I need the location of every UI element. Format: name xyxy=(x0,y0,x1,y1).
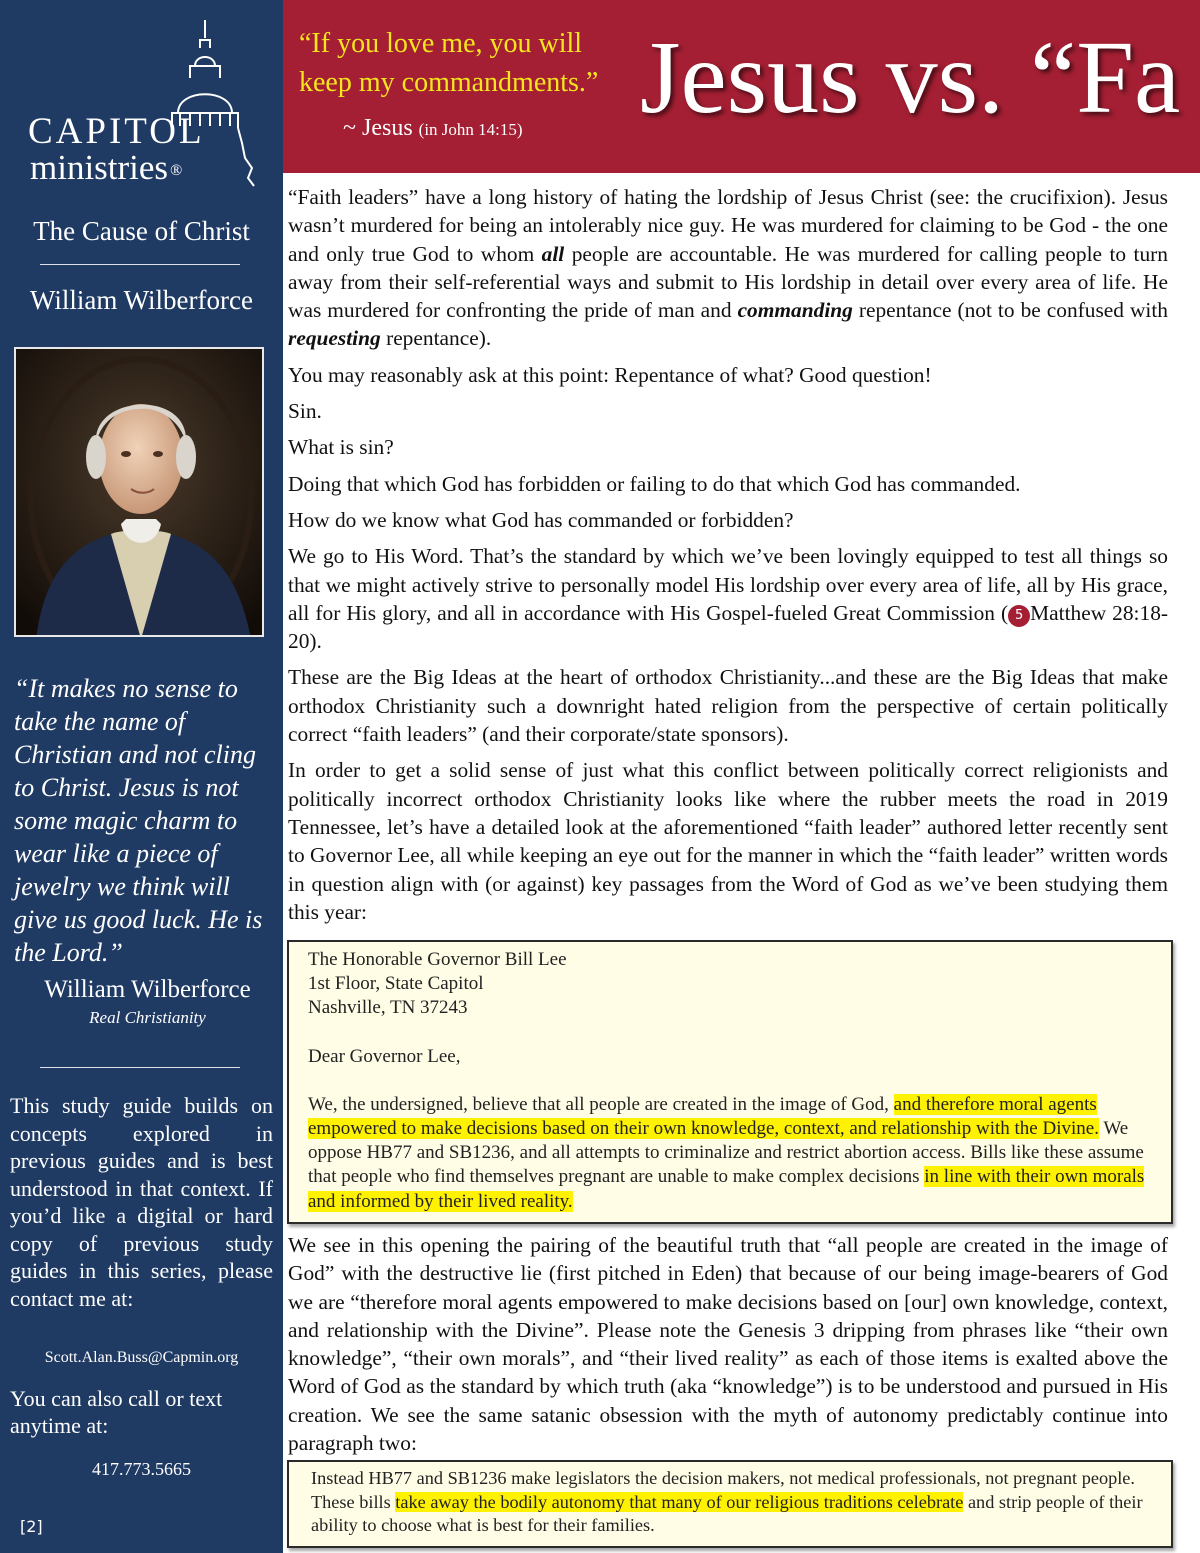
paragraph: These are the Big Ideas at the heart of orthodox Christianity...and these are the Big Ideas that make orthodox Christianity such a downright hated religion from the perspective of certain politically correct “faith leaders” (and their corporate/state sponsors). xyxy=(288,665,1168,747)
logo-ministries-text: ministries ® xyxy=(30,148,183,187)
paragraph: We see in this opening the pairing of the beautiful truth that “all people are created in the image of God” with the destructive lie (first pitched in Eden) that because of our being image-bearers of God we are “therefore moral agents empowered to make decisions based on [our] own knowledge, context, and relationship with the Divine”. Please note the Genesis 3 dripping from phrases like “their own knowledge”, “their own morals”, and “their lived reality” as each of those items is exalted above the Word of God as the standard by which truth (aka “knowledge”) is to be understood and pursued in His creation. We see the same satanic obsession with the myth of autonomy predictably continue into paragraph two: xyxy=(288,1233,1168,1456)
paragraph: Sin. xyxy=(288,399,322,424)
quote-author: William Wilberforce xyxy=(44,976,251,1003)
letter-address-line: The Honorable Governor Bill Lee xyxy=(308,949,567,970)
paragraph: We go to His Word. That’s the standard by which we’ve been lovingly equipped to test all things so that we might actively strive to personally model His lordship over every area of life, all by His grace, all for His glory, and all in accordance with His Gospel-fueled Great Commission ( 5 Matthew 28:18-20). xyxy=(288,544,1169,654)
header-quote-attribution: ~ Jesus (in John 14:15) xyxy=(343,115,523,141)
highlighted-text: in line with their own morals and informed by their lived reality. xyxy=(308,1166,1145,1212)
paragraph: What is sin? xyxy=(288,435,394,460)
contact-phone[interactable]: 417.773.5665 xyxy=(92,1459,191,1479)
article-body xyxy=(288,183,1168,934)
call-note: You can also call or text anytime at: xyxy=(10,1386,223,1438)
letter-address-line: 1st Floor, State Capitol xyxy=(308,973,484,995)
paragraph: “Faith leaders” have a long history of hating the lordship of Jesus Christ (see: the crucifixion). Jesus wasn’t murdered for being an intolerably nice guy. He was murdered for claiming to be God - the one and only true God to whom all people are accountable. He was murdered for calling people to turn away from their self-referential ways and submit to His lordship in detail over every area of life. He was murdered for confronting the pride of man and commanding repentance (not to be confused with requesting repentance). xyxy=(288,185,1168,351)
contact-email[interactable]: Scott.Alan.Buss@Capmin.org xyxy=(44,1349,239,1366)
wilberforce-quote: “It makes no sense to take the name of Christian and not cling to Christ. Jesus is not some magic charm to wear like a piece of jewelry we think will give us good luck. He is the Lord.” xyxy=(14,674,263,967)
letter-address-line: Nashville, TN 37243 xyxy=(308,997,468,1019)
divider xyxy=(40,1067,240,1068)
paragraph: In order to get a solid sense of just what this conflict between politically correct religionists and politically incorrect orthodox Christianity looks like where the rubber meets the road in 2019 Tennessee, let’s have a detailed look at the aforementioned “faith leader” authored letter recently sent to Governor Lee, all while keeping an eye out for the manner in which the “faith leader” written words in question align with (or against) key passages from the Word of God as we’ve been studying them this year: xyxy=(288,758,1168,924)
letter-excerpt-2 xyxy=(287,1460,1173,1548)
paragraph: You may reasonably ask at this point: Repentance of what? Good question! xyxy=(288,362,932,387)
study-guide-note: This study guide builds on concepts explored in previous guides and is best understood in that context. If you’d like a digital or hard copy of previous study guides in this series, please contact me at: xyxy=(10,1093,273,1311)
letter-excerpt xyxy=(287,940,1173,1224)
header-quote-line1: “If you love me, you will xyxy=(299,28,583,59)
highlighted-text: and therefore moral agents empowered to make decisions based on their own knowledge, context, and relationship with the Divine. xyxy=(308,1093,1099,1140)
capitol-ministries-logo xyxy=(20,18,280,193)
divider xyxy=(40,264,240,265)
wilberforce-portrait xyxy=(14,347,264,637)
page-title: Jesus vs. “Fa xyxy=(640,20,1181,135)
scripture-reference: (in John 14:15) xyxy=(418,120,523,139)
letter-salutation: Dear Governor Lee, xyxy=(308,1045,461,1067)
reference-badge-icon: 5 xyxy=(1008,605,1030,627)
quote-source: Real Christianity xyxy=(89,1008,206,1027)
letter-paragraph: Instead HB77 and SB1236 make legislators the decision makers, not medical professionals, not pregnant people. These bills take away the bodily autonomy that many of our religious traditions celebrate and strip people of their ability to choose what is best for their families. xyxy=(311,1468,1143,1535)
header-quote xyxy=(299,24,598,102)
header-quote-line2: keep my commandments.” xyxy=(299,67,599,98)
page-number: [2] xyxy=(20,1517,43,1536)
letter-paragraph: We, the undersigned, believe that all people are created in the image of God, and therefore moral agents empowered to make decisions based on their own knowledge, context, and relationship with the Divine. We oppose HB77 and SB1236, and all attempts to criminalize and restrict abortion access. Bills like these assume that people who find themselves pregnant are unable to make complex decisions in line with their own morals and informed by their lived reality. xyxy=(308,1093,1145,1212)
logo-capitol-text: CAPITOL xyxy=(28,111,205,152)
paragraph: How do we know what God has commanded or forbidden? xyxy=(288,507,794,532)
paragraph: Doing that which God has forbidden or failing to do that which God has commanded. xyxy=(288,471,1021,496)
registered-mark: ® xyxy=(170,161,183,179)
article-body-continued xyxy=(288,1231,1168,1457)
header-banner xyxy=(283,0,1200,173)
section-title: The Cause of Christ xyxy=(33,216,250,246)
sidebar xyxy=(0,0,283,1553)
person-name: William Wilberforce xyxy=(30,285,253,315)
highlighted-text: take away the bodily autonomy that many of our religious traditions celebrate xyxy=(395,1491,964,1512)
